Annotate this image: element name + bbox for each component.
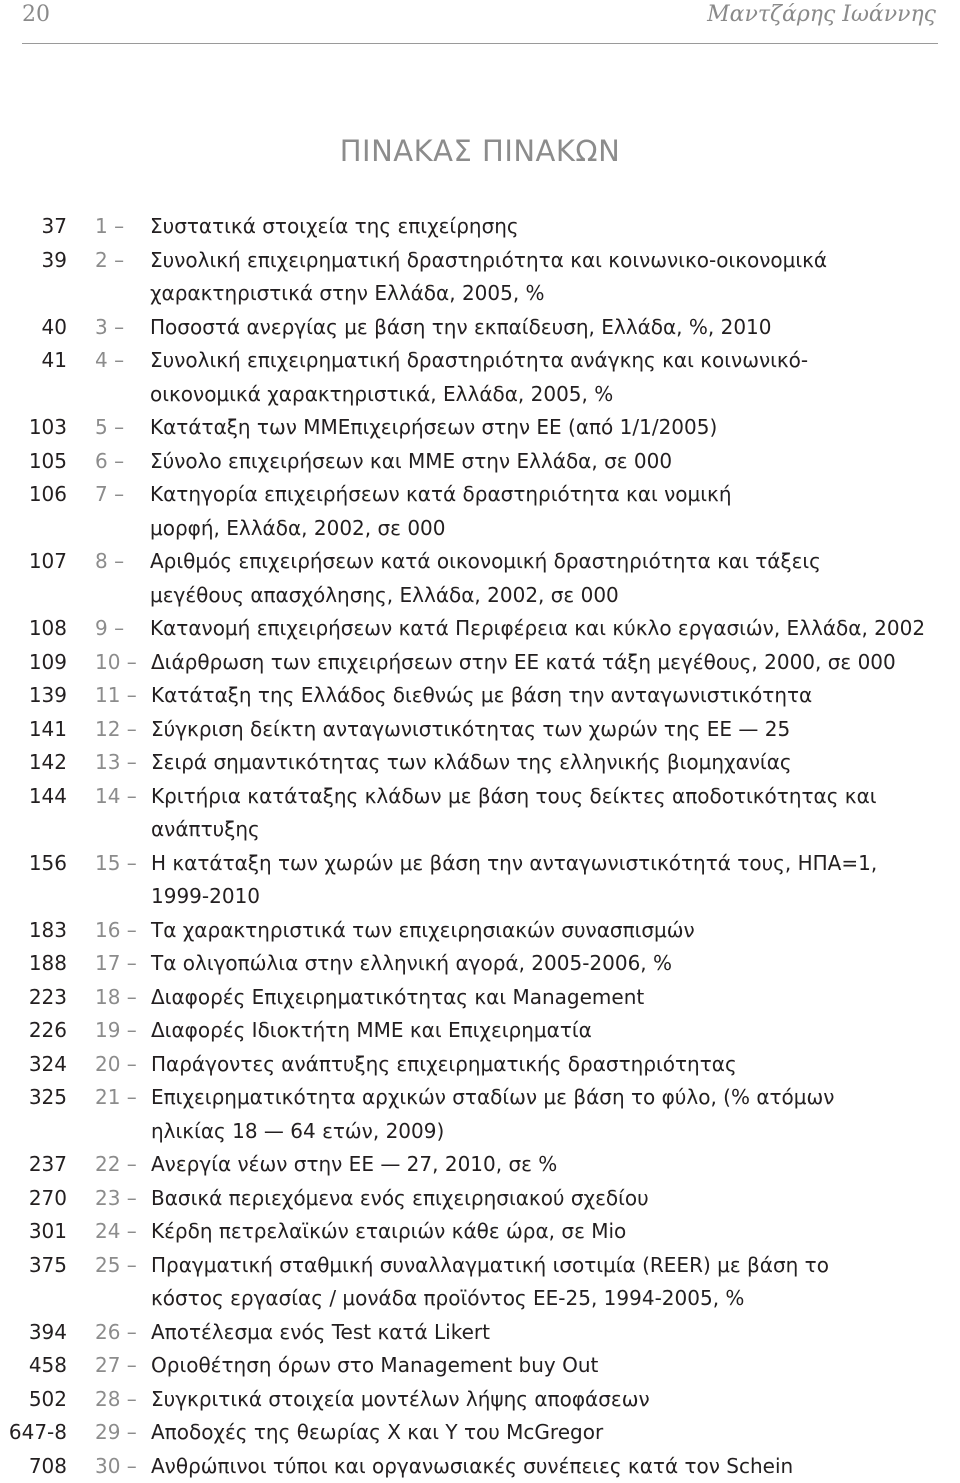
entry-table-number: 27 –: [95, 1349, 151, 1383]
entry-table-number: 2 –: [95, 244, 150, 278]
list-item[interactable]: [0, 1349, 960, 1383]
list-item[interactable]: [0, 1048, 960, 1082]
entry-title: [150, 244, 960, 311]
entry-title: [150, 612, 960, 646]
list-item[interactable]: [0, 646, 960, 680]
entry-table-number: 11 –: [95, 679, 151, 713]
entry-title-line: Τα ολιγοπώλια στην ελληνική αγορά, 2005-2006, %: [151, 947, 954, 981]
entry-title-line: Αριθμός επιχειρήσεων κατά οικονομική δραστηριότητα και τάξεις: [150, 545, 954, 579]
entry-page-number: 183: [0, 914, 67, 948]
list-item[interactable]: [0, 1416, 960, 1450]
list-item[interactable]: [0, 344, 960, 411]
entry-page-number: 103: [0, 411, 67, 445]
entry-title: [151, 1416, 960, 1450]
entry-title-line: Σύνολο επιχειρήσεων και ΜΜΕ στην Ελλάδα, σε 000: [150, 445, 954, 479]
entry-title: [150, 344, 960, 411]
list-item[interactable]: [0, 1215, 960, 1249]
entry-title: [150, 411, 960, 445]
list-item[interactable]: [0, 981, 960, 1015]
entry-title: [151, 947, 960, 981]
entry-page-number: 502: [0, 1383, 67, 1417]
entry-title: [151, 646, 960, 680]
entry-title-line: Συγκριτικά στοιχεία μοντέλων λήψης αποφάσεων: [151, 1383, 954, 1417]
list-item[interactable]: [0, 1383, 960, 1417]
entry-title-line: Επιχειρηματικότητα αρχικών σταδίων με βάση το φύλο, (% ατόμων: [151, 1081, 954, 1115]
list-item[interactable]: [0, 1450, 960, 1483]
entry-title-line: κόστος εργασίας / μονάδα προϊόντος ΕΕ-25, 1994-2005, %: [151, 1282, 954, 1316]
entry-title-line: Πραγματική σταθμική συναλλαγματική ισοτιμία (REER) με βάση το: [151, 1249, 954, 1283]
entry-title: [150, 545, 960, 612]
entry-table-number: 15 –: [95, 847, 151, 881]
entry-title: [151, 1349, 960, 1383]
entry-title-line: Η κατάταξη των χωρών με βάση την ανταγωνιστικότητά τους, ΗΠΑ=1,: [151, 847, 954, 881]
entry-page-number: 41: [0, 344, 67, 378]
list-item[interactable]: [0, 445, 960, 479]
entry-page-number: 40: [0, 311, 67, 345]
entry-table-number: 13 –: [95, 746, 151, 780]
entry-page-number: 270: [0, 1182, 67, 1216]
entry-page-number: 647-8: [0, 1416, 67, 1450]
running-header-author: Μαντζάρης Ιωάννης: [707, 2, 936, 27]
entry-title: [151, 1450, 960, 1483]
entry-title-line: Κριτήρια κατάταξης κλάδων με βάση τους δείκτες αποδοτικότητας και: [151, 780, 954, 814]
list-item[interactable]: [0, 713, 960, 747]
entry-title: [151, 1215, 960, 1249]
entry-title: [151, 1182, 960, 1216]
entry-table-number: 3 –: [95, 311, 150, 345]
entry-title-line: μεγέθους απασχόλησης, Ελλάδα, 2002, σε 000: [150, 579, 954, 613]
entry-table-number: 29 –: [95, 1416, 151, 1450]
entry-title-line: Κέρδη πετρελαϊκών εταιριών κάθε ώρα, σε Mio: [151, 1215, 954, 1249]
entry-table-number: 7 –: [95, 478, 150, 512]
entry-title-line: Αποτέλεσμα ενός Test κατά Likert: [151, 1316, 954, 1350]
entry-table-number: 21 –: [95, 1081, 151, 1115]
entry-table-number: 5 –: [95, 411, 150, 445]
entry-title-line: μορφή, Ελλάδα, 2002, σε 000: [150, 512, 954, 546]
entry-page-number: 142: [0, 746, 67, 780]
entry-title-line: Συστατικά στοιχεία της επιχείρησης: [150, 210, 954, 244]
entry-title: [151, 1048, 960, 1082]
entry-title-line: Διαφορές Ιδιοκτήτη ΜΜΕ και Επιχειρηματία: [151, 1014, 954, 1048]
entry-title-line: Κατάταξη των ΜΜΕπιχειρήσεων στην ΕΕ (από 1/1/2005): [150, 411, 954, 445]
list-item[interactable]: [0, 1148, 960, 1182]
entry-table-number: 17 –: [95, 947, 151, 981]
entry-title-line: Ανθρώπινοι τύποι και οργανωσιακές συνέπειες κατά τον Schein: [151, 1450, 954, 1483]
entry-title: [151, 847, 960, 914]
entry-table-number: 28 –: [95, 1383, 151, 1417]
list-item[interactable]: [0, 746, 960, 780]
entry-title-line: Παράγοντες ανάπτυξης επιχειρηματικής δραστηριότητας: [151, 1048, 954, 1082]
entry-page-number: 223: [0, 981, 67, 1015]
entry-title-line: Διαφορές Επιχειρηματικότητας και Management: [151, 981, 954, 1015]
list-item[interactable]: [0, 1081, 960, 1148]
list-item[interactable]: [0, 612, 960, 646]
list-item[interactable]: [0, 1249, 960, 1316]
entry-title-line: Οριοθέτηση όρων στο Management buy Out: [151, 1349, 954, 1383]
list-item[interactable]: [0, 1014, 960, 1048]
entry-page-number: 324: [0, 1048, 67, 1082]
entry-title: [151, 1014, 960, 1048]
entry-page-number: 105: [0, 445, 67, 479]
entry-title-line: Διάρθρωση των επιχειρήσεων στην ΕΕ κατά τάξη μεγέθους, 2000, σε 000: [151, 646, 954, 680]
entry-title: [151, 746, 960, 780]
entry-table-number: 19 –: [95, 1014, 151, 1048]
entry-table-number: 20 –: [95, 1048, 151, 1082]
entry-table-number: 24 –: [95, 1215, 151, 1249]
list-item[interactable]: [0, 311, 960, 345]
entry-title-line: Συνολική επιχειρηματική δραστηριότητα ανάγκης και κοινωνικό-: [150, 344, 954, 378]
entry-page-number: 375: [0, 1249, 67, 1283]
entry-title: [151, 1249, 960, 1316]
entry-page-number: 106: [0, 478, 67, 512]
entry-table-number: 12 –: [95, 713, 151, 747]
entry-title-line: Σύγκριση δείκτη ανταγωνιστικότητας των χωρών της ΕΕ — 25: [151, 713, 954, 747]
entry-title-line: ανάπτυξης: [151, 813, 954, 847]
entry-title: [151, 1081, 960, 1148]
page-number: 20: [22, 2, 50, 27]
entry-title: [150, 210, 960, 244]
list-item[interactable]: [0, 847, 960, 914]
entry-page-number: 301: [0, 1215, 67, 1249]
list-item[interactable]: [0, 244, 960, 311]
entry-page-number: 37: [0, 210, 67, 244]
entry-title: [151, 679, 960, 713]
entry-page-number: 39: [0, 244, 67, 278]
entry-title-line: Αποδοχές της θεωρίας Χ και Υ του McGregor: [151, 1416, 954, 1450]
entry-title: [151, 780, 960, 847]
entry-page-number: 108: [0, 612, 67, 646]
entry-title-line: Σειρά σημαντικότητας των κλάδων της ελληνικής βιομηχανίας: [151, 746, 954, 780]
entry-table-number: 1 –: [95, 210, 150, 244]
entry-title: [151, 914, 960, 948]
entry-title: [150, 311, 960, 345]
list-item[interactable]: [0, 1182, 960, 1216]
entry-table-number: 9 –: [95, 612, 150, 646]
entry-title-line: Συνολική επιχειρηματική δραστηριότητα και κοινωνικο-οικονομικά: [150, 244, 954, 278]
entry-title-line: Κατανομή επιχειρήσεων κατά Περιφέρεια και κύκλο εργασιών, Ελλάδα, 2002: [150, 612, 954, 646]
entry-title: [151, 1316, 960, 1350]
entry-page-number: 325: [0, 1081, 67, 1115]
entry-table-number: 23 –: [95, 1182, 151, 1216]
entry-page-number: 458: [0, 1349, 67, 1383]
entry-title-line: Ποσοστά ανεργίας με βάση την εκπαίδευση, Ελλάδα, %, 2010: [150, 311, 954, 345]
entry-table-number: 18 –: [95, 981, 151, 1015]
entry-title-line: ηλικίας 18 — 64 ετών, 2009): [151, 1115, 954, 1149]
entry-page-number: 226: [0, 1014, 67, 1048]
page-title: ΠΙΝΑΚΑΣ ΠΙΝΑΚΩΝ: [0, 134, 960, 168]
entry-page-number: 156: [0, 847, 67, 881]
entry-table-number: 4 –: [95, 344, 150, 378]
entry-page-number: 188: [0, 947, 67, 981]
entry-table-number: 26 –: [95, 1316, 151, 1350]
list-item[interactable]: [0, 914, 960, 948]
entry-table-number: 14 –: [95, 780, 151, 814]
list-item[interactable]: [0, 679, 960, 713]
entry-title: [150, 478, 960, 545]
entry-page-number: 237: [0, 1148, 67, 1182]
list-item[interactable]: [0, 1316, 960, 1350]
entry-title-line: Κατηγορία επιχειρήσεων κατά δραστηριότητα και νομική: [150, 478, 954, 512]
entry-table-number: 30 –: [95, 1450, 151, 1483]
entry-title-line: χαρακτηριστικά στην Ελλάδα, 2005, %: [150, 277, 954, 311]
entry-title-line: οικονομικά χαρακτηριστικά, Ελλάδα, 2005, %: [150, 378, 954, 412]
entry-table-number: 10 –: [95, 646, 151, 680]
entry-title: [150, 445, 960, 479]
entry-title: [151, 1383, 960, 1417]
entry-title-line: 1999-2010: [151, 880, 954, 914]
list-item[interactable]: [0, 545, 960, 612]
header-divider: [22, 43, 938, 44]
entry-page-number: 708: [0, 1450, 67, 1483]
entry-title-line: Βασικά περιεχόμενα ενός επιχειρησιακού σχεδίου: [151, 1182, 954, 1216]
entry-page-number: 109: [0, 646, 67, 680]
list-item[interactable]: [0, 210, 960, 244]
entry-page-number: 141: [0, 713, 67, 747]
list-item[interactable]: [0, 947, 960, 981]
entry-title: [151, 713, 960, 747]
list-item[interactable]: [0, 478, 960, 545]
table-of-tables-list: [0, 210, 960, 1483]
entry-page-number: 139: [0, 679, 67, 713]
entry-title-line: Τα χαρακτηριστικά των επιχειρησιακών συνασπισμών: [151, 914, 954, 948]
entry-title-line: Κατάταξη της Ελλάδος διεθνώς με βάση την ανταγωνιστικότητα: [151, 679, 954, 713]
entry-title: [151, 1148, 960, 1182]
entry-table-number: 6 –: [95, 445, 150, 479]
list-item[interactable]: [0, 780, 960, 847]
entry-title: [151, 981, 960, 1015]
entry-table-number: 22 –: [95, 1148, 151, 1182]
list-item[interactable]: [0, 411, 960, 445]
entry-page-number: 107: [0, 545, 67, 579]
entry-page-number: 144: [0, 780, 67, 814]
entry-title-line: Ανεργία νέων στην ΕΕ — 27, 2010, σε %: [151, 1148, 954, 1182]
entry-page-number: 394: [0, 1316, 67, 1350]
entry-table-number: 8 –: [95, 545, 150, 579]
entry-table-number: 25 –: [95, 1249, 151, 1283]
entry-table-number: 16 –: [95, 914, 151, 948]
